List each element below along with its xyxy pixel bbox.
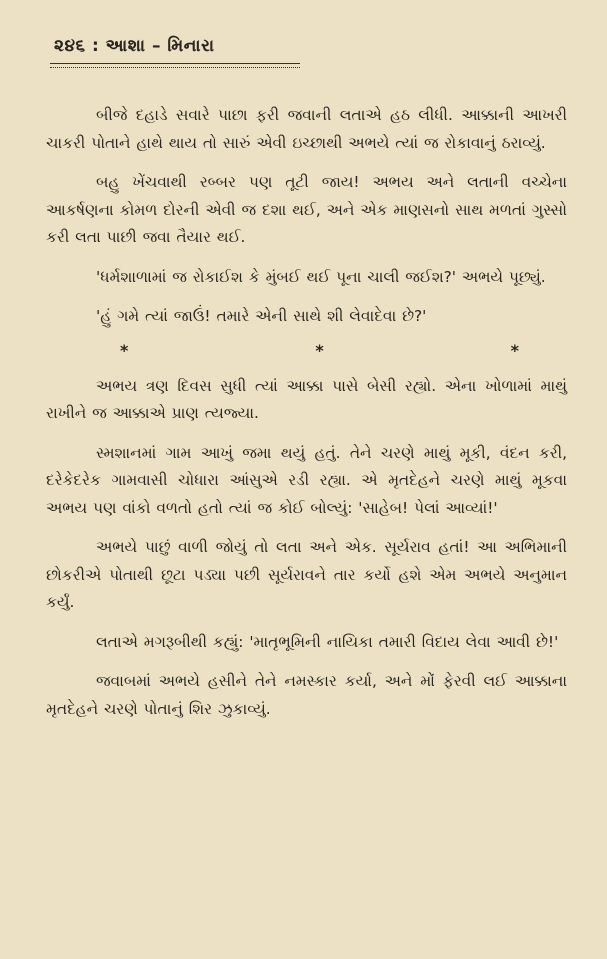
paragraph: અભય ત્રણ દિવસ સુધી ત્યાં આક્કા પાસે બેસી રહ્યો. એના ખોળામાં માથું રાખીને જ આક્કાએ પ્રાણ ત્યજ્યા. — [46, 376, 567, 422]
header-rule — [50, 63, 300, 64]
paragraph: લતાએ મગરૂબીથી કહ્યું: 'માતૃભૂમિની નાયિકા તમારી વિદાય લેવા આવી છે!' — [96, 632, 559, 651]
separator-star: * — [510, 340, 519, 360]
paragraph: 'ધર્મશાળામાં જ રોકાઈશ કે મુંબઈ થઈ પૂના ચાલી જઈશ?' અભયે પૂછ્યું. — [96, 267, 546, 286]
paragraph: સ્મશાનમાં ગામ આખું જમા થયું હતું. તેને ચરણે માથું મૂકી, વંદન કરી, દરેકેદરેક ગામવાસી ચોધારા આંસુએ રડી રહ્યા. એ મૃતદેહને ચરણે માથું મૂકવા અભય પણ વાંકો વળતો હતો ત્યાં જ કોઈ બોલ્યું: 'સાહેબ! પેલાં આવ્યાં!' — [46, 443, 567, 517]
separator-star: * — [120, 340, 129, 360]
paragraph: બીજે દહાડે સવારે પાછા ફરી જવાની લતાએ હઠ લીધી. આક્કાની આખરી ચાકરી પોતાને હાથે થાય તો સારું એવી ઇચ્છાથી અભયે ત્યાં જ રોકાવાનું ઠરાવ્યું. — [46, 106, 567, 152]
running-head: ૨૪૬ : આશા – મિનારા — [54, 36, 215, 56]
paragraph: બહુ ખેંચવાથી રબ્બર પણ તૂટી જાય! અભય અને લતાની વચ્ચેના આકર્ષણના કોમળ દોરની એવી જ દશા થઈ, અને એક માણસનો સાથ મળતાં ગુસ્સો કરી લતા પાછી જવા તૈયાર થઈ. — [46, 173, 567, 246]
paragraph: 'હું ગમે ત્યાં જાઉં! તમારે એની સાથે શી લેવાદેવા છે?' — [96, 307, 427, 325]
section-separator — [46, 341, 567, 361]
paragraph: જવાબમાં અભયે હસીને તેને નમસ્કાર કર્યા, અને મોં ફેરવી લઈ આક્કાના મૃતદેહને ચરણે પોતાનું શિર ઝુકાવ્યું. — [46, 672, 567, 718]
separator-star: * — [315, 340, 324, 360]
paragraph: અભયે પાછું વાળી જોયું તો લતા અને એક. સૂર્યરાવ હતાં! આ અભિમાની છોકરીએ પોતાથી છૂટા પડ્યા પછી સૂર્યરાવને તાર કર્યો હશે એમ અભયે અનુમાન કર્યું. — [46, 538, 567, 611]
page-body — [46, 102, 567, 723]
